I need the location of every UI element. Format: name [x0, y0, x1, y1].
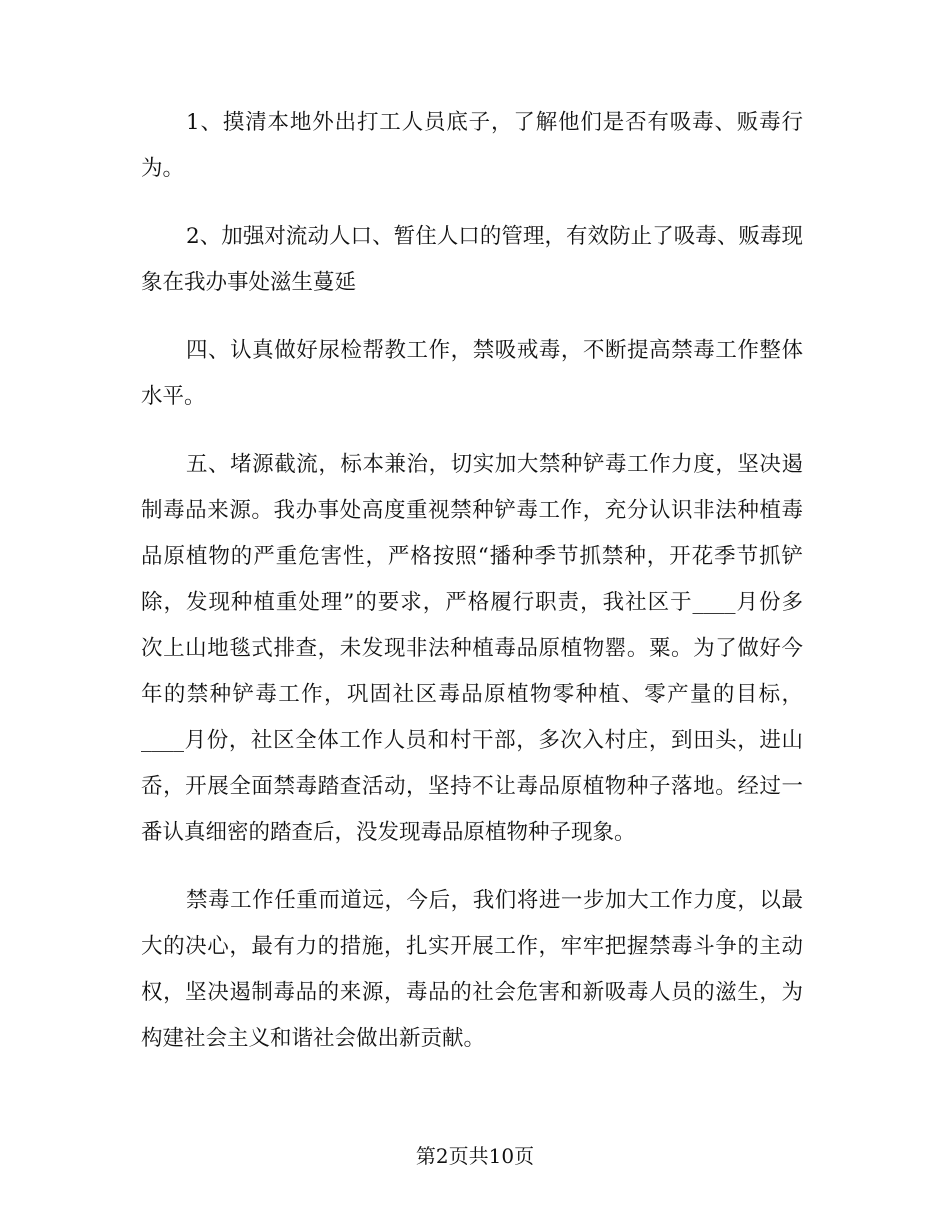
paragraph-5	[141, 878, 803, 1062]
paragraph-line: 构建社会主义和谐社会做出新贡献。	[141, 1026, 486, 1051]
paragraph-line: 除，发现种植重处理”的要求，严格履行职责，我社区于____月份多	[141, 590, 803, 615]
paragraph-line: 水平。	[141, 384, 206, 409]
paragraph-line: 番认真细密的踏查后，没发现毒品原植物种子现象。	[141, 820, 636, 845]
paragraph-line: ____月份，社区全体工作人员和村干部，多次入村庄，到田头，进山	[141, 728, 803, 753]
paragraph-line: 年的禁种铲毒工作，巩固社区毒品原植物零种植、零产量的目标，	[141, 682, 803, 707]
page-number: 第2页共10页	[415, 1144, 535, 1168]
paragraph-line: 大的决心，最有力的措施，扎实开展工作，牢牢把握禁毒斗争的主动	[141, 934, 803, 959]
paragraph-line: 品原植物的严重危害性，严格按照“播种季节抓禁种，开花季节抓铲	[141, 544, 803, 569]
paragraph-line: 岙，开展全面禁毒踏查活动，坚持不让毒品原植物种子落地。经过一	[141, 774, 803, 799]
paragraph-line: 制毒品来源。我办事处高度重视禁种铲毒工作，充分认识非法种植毒	[141, 498, 803, 523]
paragraph-line: 2、加强对流动人口、暂住人口的管理，有效防止了吸毒、贩毒现	[186, 224, 803, 249]
paragraph-2	[141, 214, 803, 306]
paragraph-4	[141, 442, 803, 856]
paragraph-line: 1、摸清本地外出打工人员底子，了解他们是否有吸毒、贩毒行	[186, 110, 803, 135]
paragraph-line: 禁毒工作任重而道远，今后，我们将进一步加大工作力度，以最	[186, 888, 803, 913]
paragraph-3	[141, 328, 803, 420]
paragraph-line: 四、认真做好尿检帮教工作，禁吸戒毒，不断提高禁毒工作整体	[186, 338, 803, 363]
paragraph-line: 次上山地毯式排查，未发现非法种植毒品原植物罂。粟。为了做好今	[141, 636, 803, 661]
document-body	[141, 100, 803, 1084]
paragraph-line: 权，坚决遏制毒品的来源，毒品的社会危害和新吸毒人员的滋生，为	[141, 980, 803, 1005]
paragraph-line: 为。	[141, 156, 185, 181]
paragraph-1	[141, 100, 803, 192]
paragraph-line: 五、堵源截流，标本兼治，切实加大禁种铲毒工作力度，坚决遏	[186, 452, 803, 477]
paragraph-line: 象在我办事处滋生蔓延	[141, 270, 357, 295]
